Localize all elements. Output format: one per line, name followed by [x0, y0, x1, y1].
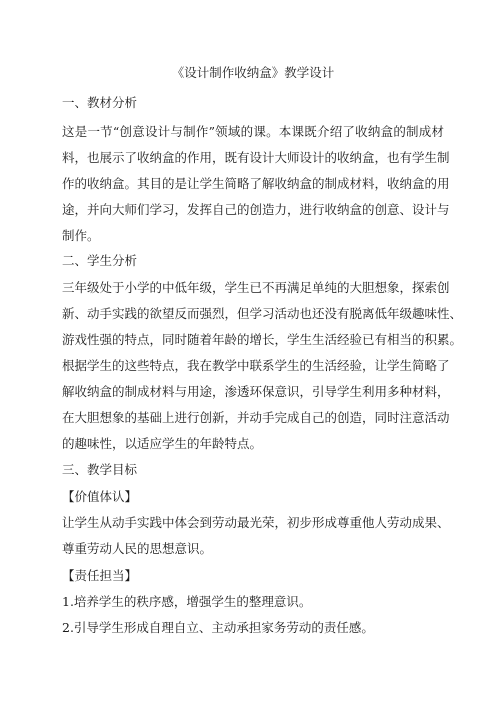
section-heading-teaching-goals: 三、教学目标	[62, 462, 138, 477]
subheading-responsibility: 【责任担当】	[62, 568, 138, 583]
paragraph-line: 游戏性强的特点，同时随着年龄的增长，学生生活经验已有相当的积累。	[62, 332, 463, 347]
paragraph-line: 料，也展示了收纳盒的作用，既有设计大师设计的收纳盒，也有学生制	[62, 150, 450, 165]
paragraph-line: 的趣味性，以适应学生的年龄特点。	[62, 436, 263, 451]
paragraph-line: 三年级处于小学的中低年级，学生已不再满足单纯的大胆想象，探索创	[62, 280, 450, 295]
list-item: 1.培养学生的秩序感，增强学生的整理意识。	[62, 594, 312, 609]
paragraph-line: 作的收纳盒。其目的是让学生简略了解收纳盒的制成材料，收纳盒的用	[62, 176, 450, 191]
section-heading-textbook-analysis: 一、教材分析	[62, 95, 138, 110]
paragraph-line: 根据学生的这些特点，我在教学中联系学生的生活经验，让学生简略了	[62, 358, 450, 373]
paragraph-line: 在大胆想象的基础上进行创新，并动手完成自己的创造，同时注意活动	[62, 410, 450, 425]
list-item: 2.引导学生形成自理自立、主动承担家务劳动的责任感。	[62, 620, 374, 635]
paragraph-line: 尊重劳动人民的思想意识。	[62, 541, 213, 556]
subheading-value-recognition: 【价值体认】	[62, 489, 138, 504]
section-heading-student-analysis: 二、学生分析	[62, 253, 138, 268]
paragraph-line: 这是一节“创意设计与制作”领域的课。本课既介绍了收纳盒的制成材	[62, 124, 444, 139]
paragraph-line: 途，并向大师们学习，发挥自己的创造力，进行收纳盒的创意、设计与	[62, 202, 450, 217]
paragraph-line: 解收纳盒的制成材料与用途，渗透环保意识，引导学生利用多种材料，	[62, 384, 450, 399]
paragraph-line: 制作。	[62, 228, 100, 243]
paragraph-line: 让学生从动手实践中体会到劳动最光荣，初步形成尊重他人劳动成果、	[62, 515, 450, 530]
paragraph-line: 新、动手实践的欲望反而强烈，但学习活动也还没有脱离低年级趣味性、	[62, 306, 463, 321]
document-title: 《设计制作收纳盒》教学设计	[171, 65, 335, 80]
